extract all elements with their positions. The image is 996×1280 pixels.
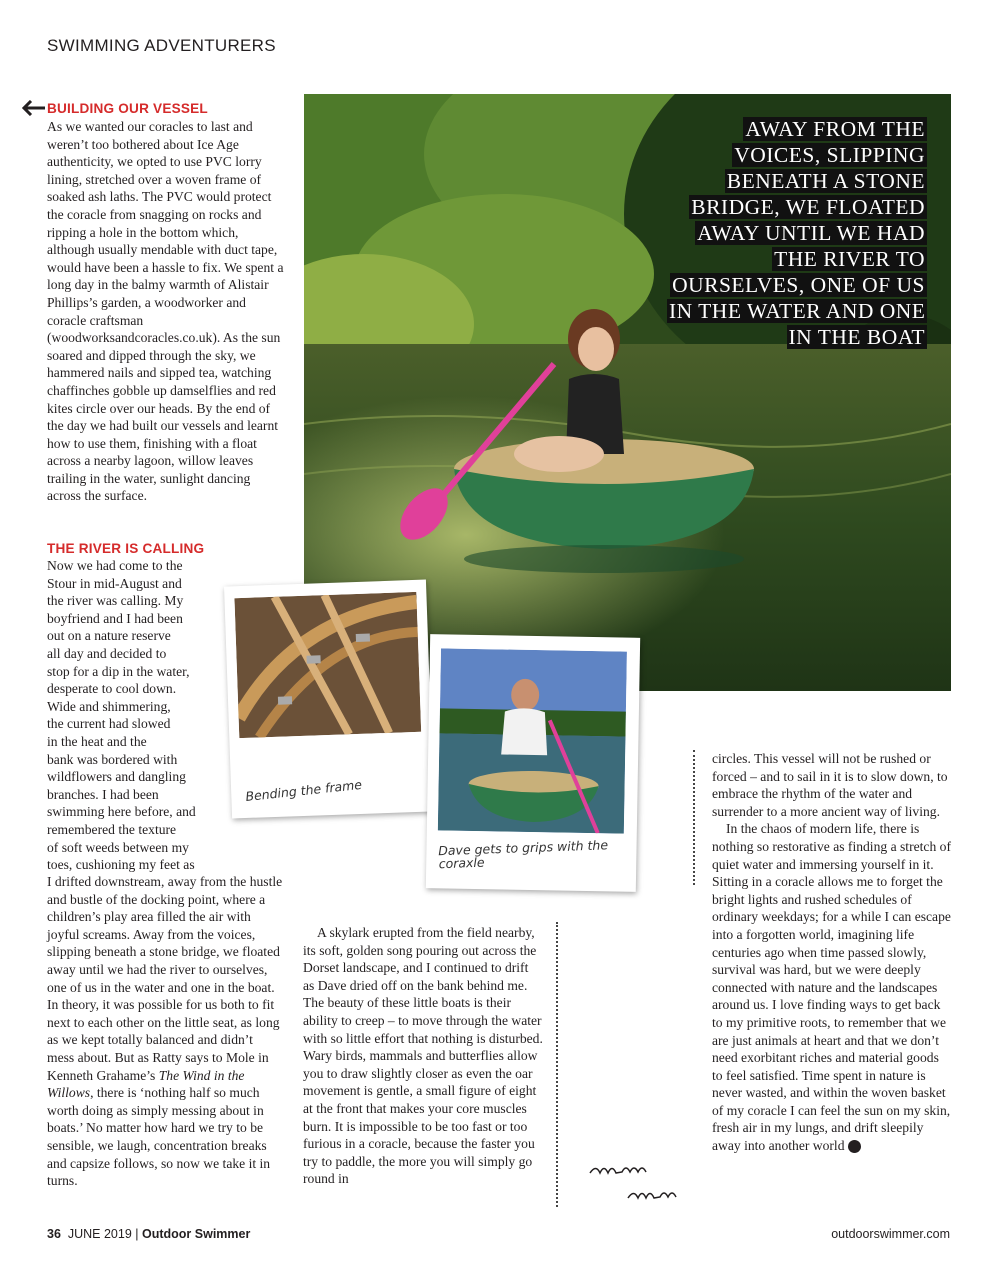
coracle-frame-photo	[234, 592, 421, 738]
magazine-name: Outdoor Swimmer	[142, 1227, 251, 1241]
pull-quote: AWAY FROM THE VOICES, SLIPPING BENEATH A STONE BRIDGE, WE FLOATED AWAY UNTIL WE HAD THE RIVER TO OURSELVES, ONE OF US IN THE WATER AND ONE IN THE BOAT	[669, 117, 926, 349]
caption-bending-frame: Bending the frame	[244, 776, 363, 805]
end-mark-icon: OS	[848, 1140, 861, 1153]
body-middle-column: A skylark erupted from the field nearby, its soft, golden song pouring out across the Dorset landscape, and I continued to drift as Dave dried off on the bank behind me. The beauty of these little boats is their ability to creep – to move through the water with so little effort that nothing is disturbed. Wary birds, mammals and butterflies allow you to draw slightly closer as even the oar movement is gentle, a small figure of eight at the front that makes your core muscles burn. It is impossible to be too fast or too furious in a coracle, because the faster you try to paddle, the more you will simply go round in	[303, 925, 543, 1187]
book-title: The Wind in the Willows	[47, 1067, 245, 1101]
body-right-column: circles. This vessel will not be rushed or forced – and to sail in it is to slow down, to embrace the rhythm of the water and surrender to a more ancient way of living. In the chaos of modern life, there is nothing so restorative as finding a stretch of quiet water and immersing yourself in it. Sitting in a coracle allows me to forget the bright lights and rushed schedules of ordinary weekdays; for a while I can escape into a forgotten world, imagining life centuries ago when time passed slowly, survival was hard, but we were deeply connected with nature and the landscapes around us. I love finding ways to get back to my primitive roots, to remember that we are just animals at heart and that we don’t need exorbitant riches and material goods to feel satisfied. Time spent in nature is never wasted, and within the woven basket of my coracle I can feel the sun on my skin, fresh air in my lungs, and drift sleepily away into another world OS	[712, 751, 951, 1154]
page-number: 36	[47, 1227, 61, 1241]
column-divider-upper	[693, 750, 695, 885]
dave-coracle-photo	[438, 648, 627, 833]
issue-date: JUNE 2019 |	[67, 1227, 139, 1241]
section-label: SWIMMING ADVENTURERS	[47, 36, 276, 55]
arrow-left-icon	[22, 100, 46, 116]
caption-dave: Dave gets to grips with the coraxle	[437, 837, 609, 872]
heading-the-river-is-calling: THE RIVER IS CALLING	[47, 541, 205, 556]
footer-website[interactable]: outdoorswimmer.com	[831, 1227, 950, 1241]
body-river-narrow: Now we had come to the Stour in mid-August and the river was calling. My boyfriend and I had been out on a nature reserve all day and decided to stop for a dip in the water, desperate to cool down. Wide and shimmering, the current had slowed in the heat and the bank was bordered with wildflowers and dangling branches. I had been swimming here before, and remembered the texture of soft weeds between my toes, cushioning my feet as	[47, 558, 196, 873]
polaroid-bending-frame	[224, 580, 434, 819]
body-building-our-vessel: As we wanted our coracles to last and weren’t too bothered about Ice Age authenticity, we opted to use PVC lorry lining, stretched over a woven frame of soaked ash laths. The PVC would protect the coracle from snagging on rocks and ripping a hole in the bottom which, although usually mendable with duct tape, would have been a hassle to fix. We spent a long day in the balmy warmth of Alistair Phillips’s garden, a woodworker and coracle craftsman (woodworksandcoracles.co.uk). As the sun soared and dipped through the sky, we hammered nails and sipped tea, watching chaffinches gobble up damselflies and red kites circle over our heads. By the end of the day we had built our vessels and learnt how to use them, finishing with a float across a nearby lagoon, willow leaves trailing in the water, sunlight dancing across the surface.	[47, 119, 284, 504]
body-river-wide: I drifted downstream, away from the hustle and bustle of the docking point, where a children’s play area filled the air with joyful screams. Away from the voices, slipping beneath a stone bridge, we floated away until we had the river to ourselves, one of us in the water and one in the boat. In theory, it was possible for us both to fit next to each other on the little seat, as long as we kept totally balanced and didn’t mess about. But as Ratty says to Mole in Kenneth Grahame’s The Wind in the Willows, there is ‘nothing half so much worth doing as simply messing about in boats.’ No matter how hard we try to be sensible, we laugh, concentration breaks and capsize follows, so now we take it in turns.	[47, 874, 283, 1189]
heading-building-our-vessel: BUILDING OUR VESSEL	[47, 101, 208, 116]
wave-doodle-icon	[588, 1158, 683, 1208]
polaroid-dave	[426, 634, 640, 892]
footer-left	[47, 1227, 250, 1241]
column-divider	[556, 922, 558, 1207]
